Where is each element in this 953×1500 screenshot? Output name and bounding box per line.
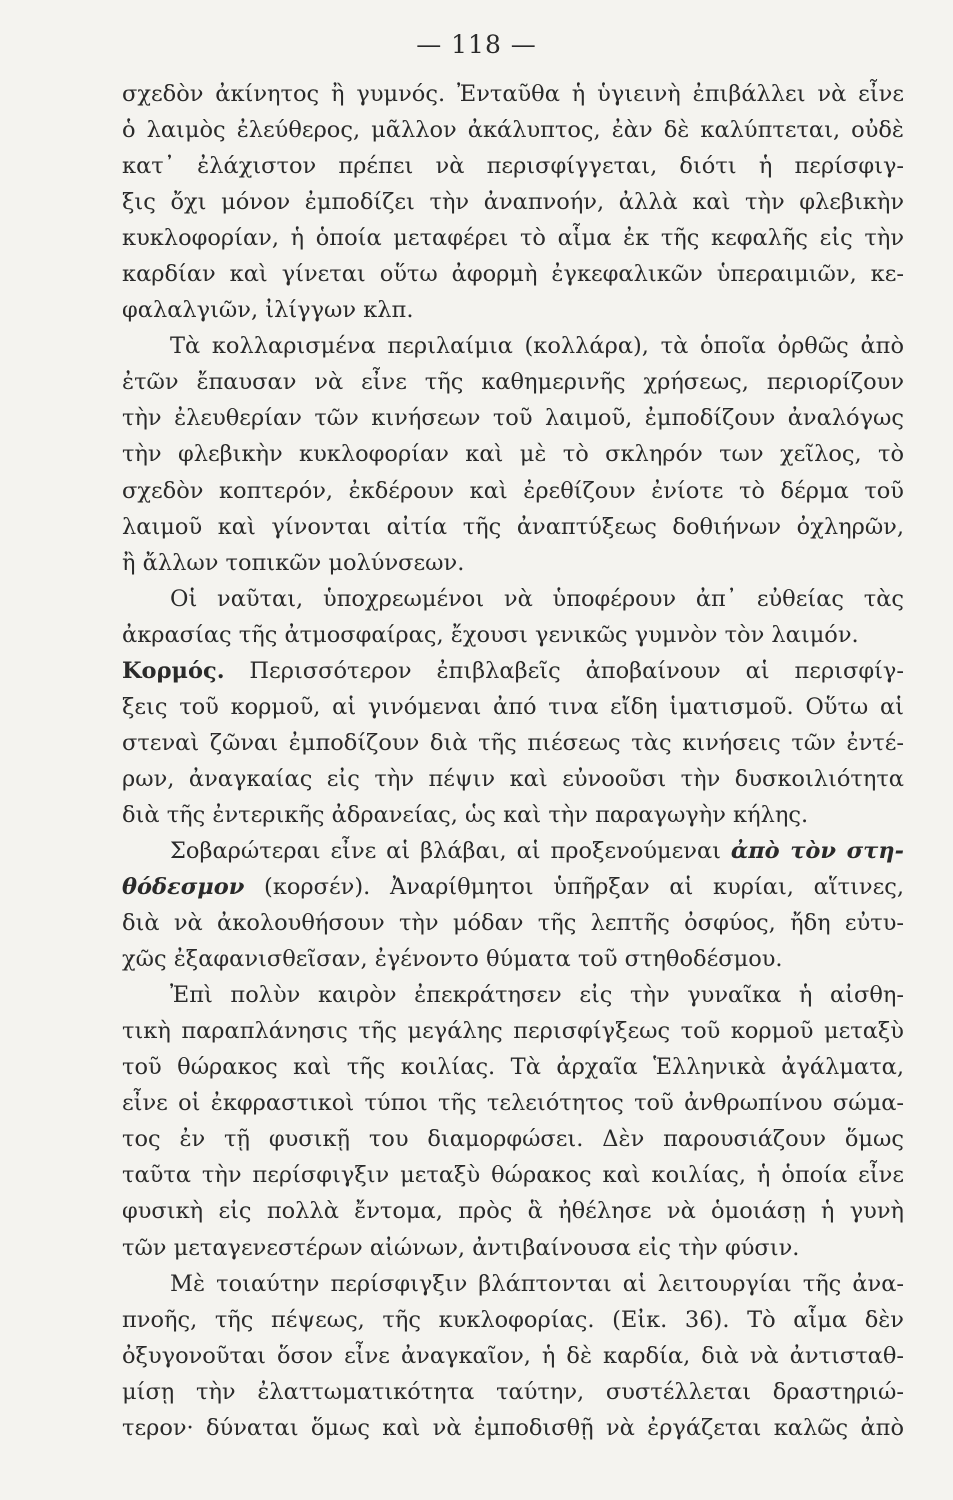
line-text: τοῦ θώρακος καὶ τῆς κοιλίας. Τὰ ἀρχαῖα Ἑλληνικὰ ἀγάλματα, — [122, 1054, 904, 1081]
text-line — [122, 1049, 904, 1085]
text-line — [122, 256, 904, 292]
line-text: τῶν μεταγενεστέρων αἰώνων, ἀντιβαίνουσα εἰς τὴν φύσιν. — [122, 1234, 800, 1261]
text-line — [122, 473, 904, 509]
line-text: λαιμοῦ καὶ γίνονται αἰτία τῆς ἀναπτύξεως δοθιήνων ὀχληρῶν, — [122, 513, 904, 540]
line-text: κυκλοφορίαν, ἡ ὁποία μεταφέρει τὸ αἷμα ἐκ τῆς κεφαλῆς εἰς τὴν — [122, 225, 904, 252]
line-text: Τὰ κολλαρισμένα περιλαίμια (κολλάρα), τὰ ὁποῖα ὀρθῶς ἀπὸ — [170, 333, 904, 360]
text-line — [122, 797, 904, 833]
text-line — [122, 364, 904, 400]
line-text: καρδίαν καὶ γίνεται οὕτω ἀφορμὴ ἐγκεφαλικῶν ὑπεραιμιῶν, κε- — [122, 261, 904, 288]
text-line — [122, 1013, 904, 1049]
line-text: εἶνε οἱ ἐκφραστικοὶ τύποι τῆς τελειότητος τοῦ ἀνθρωπίνου σώμα- — [122, 1090, 904, 1117]
line-text: φαλαλγιῶν, ἰλίγγων κλπ. — [122, 297, 414, 324]
text-line — [122, 725, 904, 761]
line-text: ἀκρασίας τῆς ἀτμοσφαίρας, ἔχουσι γενικῶς γυμνὸν τὸν λαιμόν. — [122, 621, 859, 648]
line-text: κατ᾽ ἐλάχιστον πρέπει νὰ περισφίγγεται, διότι ἡ περίσφιγ- — [122, 153, 904, 180]
line-text: Ἐπὶ πολὺν καιρὸν ἐπεκράτησεν εἰς τὴν γυναῖκα ἡ αἰσθη- — [170, 982, 904, 1009]
line-text: Μὲ τοιαύτην περίσφιγξιν βλάπτονται αἱ λειτουργίαι τῆς ἀνα- — [170, 1270, 904, 1297]
text-line — [122, 76, 904, 112]
section-heading: Κορμός. — [122, 657, 225, 684]
line-text: τὴν ἐλευθερίαν τῶν κινήσεων τοῦ λαιμοῦ, ἐμποδίζουν ἀναλόγως — [122, 405, 904, 432]
line-text: διὰ τῆς ἐντερικῆς ἀδρανείας, ὡς καὶ τὴν παραγωγὴν κήλης. — [122, 801, 809, 828]
text-line — [122, 1302, 904, 1338]
line-text: σχεδὸν ἀκίνητος ἢ γυμνός. Ἐνταῦθα ἡ ὑγιεινὴ ἐπιβάλλει νὰ εἶνε — [122, 81, 904, 107]
line-text: στεναὶ ζῶναι ἐμποδίζουν διὰ τῆς πιέσεως τὰς κινήσεις τῶν ἐντέ- — [122, 729, 904, 756]
line-text: χῶς ἐξαφανισθεῖσαν, ἐγένοντο θύματα τοῦ στηθοδέσμου. — [122, 946, 783, 973]
line-text: ταῦτα τὴν περίσφιγξιν μεταξὺ θώρακος καὶ κοιλίας, ἡ ὁποία εἶνε — [122, 1162, 904, 1189]
text-line — [122, 112, 904, 148]
text-line — [122, 977, 904, 1013]
text-line — [122, 509, 904, 545]
text-line — [122, 328, 904, 364]
line-text: τικὴ παραπλάνησις τῆς μεγάλης περισφίγξεως τοῦ κορμοῦ μεταξὺ — [122, 1018, 904, 1045]
line-text: τερον· δύναται ὅμως καὶ νὰ ἐμποδισθῇ νὰ ἐργάζεται καλῶς ἀπὸ — [122, 1414, 904, 1441]
line-text: φυσικὴ εἰς πολλὰ ἔντομα, πρὸς ἃ ἠθέλησε νὰ ὁμοιάσῃ ἡ γυνὴ — [122, 1198, 904, 1225]
text-line — [122, 184, 904, 220]
line-text: ἢ ἄλλων τοπικῶν μολύνσεων. — [122, 549, 465, 576]
text-line — [122, 1338, 904, 1374]
line-text: ὀξυγονοῦται ὅσον εἶνε ἀναγκαῖον, ἡ δὲ καρδία, διὰ νὰ ἀντισταθ- — [122, 1342, 904, 1369]
text-line — [122, 1266, 904, 1302]
page-number-header: — 118 — — [416, 30, 537, 59]
line-text: ξεις τοῦ κορμοῦ, αἱ γινόμεναι ἀπό τινα εἴδη ἱματισμοῦ. Οὕτω αἱ — [122, 693, 904, 720]
line-text: ἐτῶν ἔπαυσαν νὰ εἶνε τῆς καθημερινῆς χρήσεως, περιορίζουν — [122, 369, 904, 396]
line-text: μίσῃ τὴν ἐλαττωματικότητα ταύτην, συστέλλεται δραστηριώ- — [122, 1378, 904, 1405]
text-line — [122, 1121, 904, 1157]
text-line — [122, 581, 904, 617]
line-text: τὴν φλεβικὴν κυκλοφορίαν καὶ μὲ τὸ σκληρόν των χεῖλος, τὸ — [122, 441, 904, 468]
text-line — [122, 400, 904, 436]
text-line — [122, 833, 904, 869]
line-text: ξις ὄχι μόνον ἐμποδίζει τὴν ἀναπνοήν, ἀλλὰ καὶ τὴν φλεβικὴν — [122, 189, 904, 216]
emphasized-term: θόδεσμον — [122, 874, 245, 901]
line-text: Περισσότερον ἐπιβλαβεῖς ἀποβαίνουν αἱ περισφίγ- — [224, 657, 904, 684]
emphasized-term: ἀπὸ τὸν στη- — [730, 837, 904, 864]
line-text: Σοβαρώτεραι εἶνε αἱ βλάβαι, αἱ προξενούμεναι — [170, 837, 731, 864]
text-line — [122, 1193, 904, 1229]
text-line — [122, 1410, 904, 1446]
text-line — [122, 941, 904, 977]
text-line — [122, 220, 904, 256]
line-text: τος ἐν τῇ φυσικῇ του διαμορφώσει. Δὲν παρουσιάζουν ὅμως — [122, 1126, 904, 1153]
text-line — [122, 1085, 904, 1121]
line-text: Οἱ ναῦται, ὑποχρεωμένοι νὰ ὑποφέρουν ἀπ᾽ εὐθείας τὰς — [170, 585, 904, 612]
text-line — [122, 545, 904, 581]
line-text: πνοῆς, τῆς πέψεως, τῆς κυκλοφορίας. (Εἰκ. 36). Τὸ αἷμα δὲν — [122, 1306, 904, 1333]
line-text: (κορσέν). Ἀναρίθμητοι ὑπῆρξαν αἱ κυρίαι, αἵτινες, — [244, 874, 904, 901]
text-line — [122, 1230, 904, 1266]
text-line — [122, 1157, 904, 1193]
text-line — [122, 905, 904, 941]
text-line — [122, 292, 904, 328]
line-text: ὁ λαιμὸς ἐλεύθερος, μᾶλλον ἀκάλυπτος, ἐὰν δὲ καλύπτεται, οὐδὲ — [122, 117, 904, 144]
text-line — [122, 653, 904, 689]
line-text: ρων, ἀναγκαίας εἰς τὴν πέψιν καὶ εὐνοοῦσι τὴν δυσκοιλιότητα — [122, 765, 904, 792]
line-text: διὰ νὰ ἀκολουθήσουν τὴν μόδαν τῆς λεπτῆς ὀσφύος, ἤδη εὐτυ- — [122, 910, 904, 937]
text-line — [122, 869, 904, 905]
text-line — [122, 617, 904, 653]
text-line — [122, 148, 904, 184]
text-line — [122, 761, 904, 797]
text-line — [122, 1374, 904, 1410]
text-line — [122, 436, 904, 472]
text-line — [122, 689, 904, 725]
body-text — [122, 76, 904, 1446]
line-text: σχεδὸν κοπτερόν, ἐκδέρουν καὶ ἐρεθίζουν ἐνίοτε τὸ δέρμα τοῦ — [122, 477, 904, 504]
